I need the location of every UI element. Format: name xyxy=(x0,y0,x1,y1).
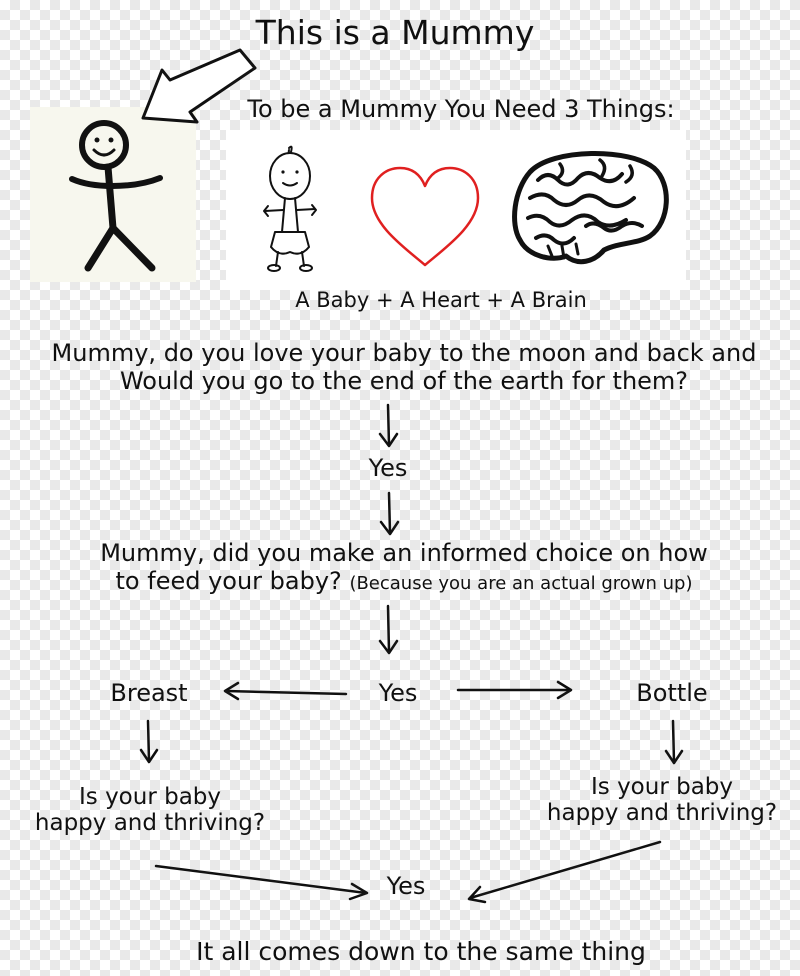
requirement-heading: To be a Mummy You Need 3 Things: xyxy=(247,95,675,123)
page-title: This is a Mummy xyxy=(255,13,535,52)
question-feeding-line2-wrap xyxy=(100,568,708,596)
question-love xyxy=(52,340,757,395)
brain-icon xyxy=(515,153,667,261)
down-arrow-2 xyxy=(389,493,390,533)
down-arrow-1 xyxy=(388,405,389,445)
down-arrow-breast xyxy=(148,721,149,761)
converge-arrow-left xyxy=(156,866,366,893)
question-feeding xyxy=(100,540,708,595)
answer-yes-3: Yes xyxy=(386,872,426,900)
check-right xyxy=(547,774,777,827)
left-arrow xyxy=(226,691,346,694)
conclusion: It all comes down to the same thing xyxy=(196,937,646,966)
question-love-line1: Mummy, do you love your baby to the moon and back and xyxy=(51,339,757,367)
option-bottle: Bottle xyxy=(636,679,708,707)
answer-yes-1: Yes xyxy=(368,454,408,482)
baby-icon xyxy=(264,147,316,271)
check-right-line2: happy and thriving? xyxy=(546,800,778,827)
down-arrow-bottle xyxy=(673,721,674,762)
check-left-line2: happy and thriving? xyxy=(34,810,266,837)
check-left-line1: Is your baby xyxy=(78,784,222,810)
question-feeding-line2: to feed your baby? xyxy=(115,566,342,595)
stick-figure-icon xyxy=(72,123,160,268)
question-love-line2: Would you go to the end of the earth for them? xyxy=(119,366,689,395)
answer-yes-2: Yes xyxy=(378,679,418,707)
converge-arrow-right xyxy=(470,842,660,898)
check-right-line1: Is your baby xyxy=(590,774,734,800)
down-arrow-3 xyxy=(388,606,389,652)
pointer-arrow-icon xyxy=(143,50,255,122)
items-caption: A Baby + A Heart + A Brain xyxy=(295,288,587,312)
question-feeding-aside: (Because you are an actual grown up) xyxy=(349,572,693,594)
option-breast: Breast xyxy=(110,679,188,707)
question-feeding-line1: Mummy, did you make an informed choice on how xyxy=(100,539,708,567)
check-left xyxy=(35,784,265,837)
heart-icon xyxy=(372,168,478,265)
